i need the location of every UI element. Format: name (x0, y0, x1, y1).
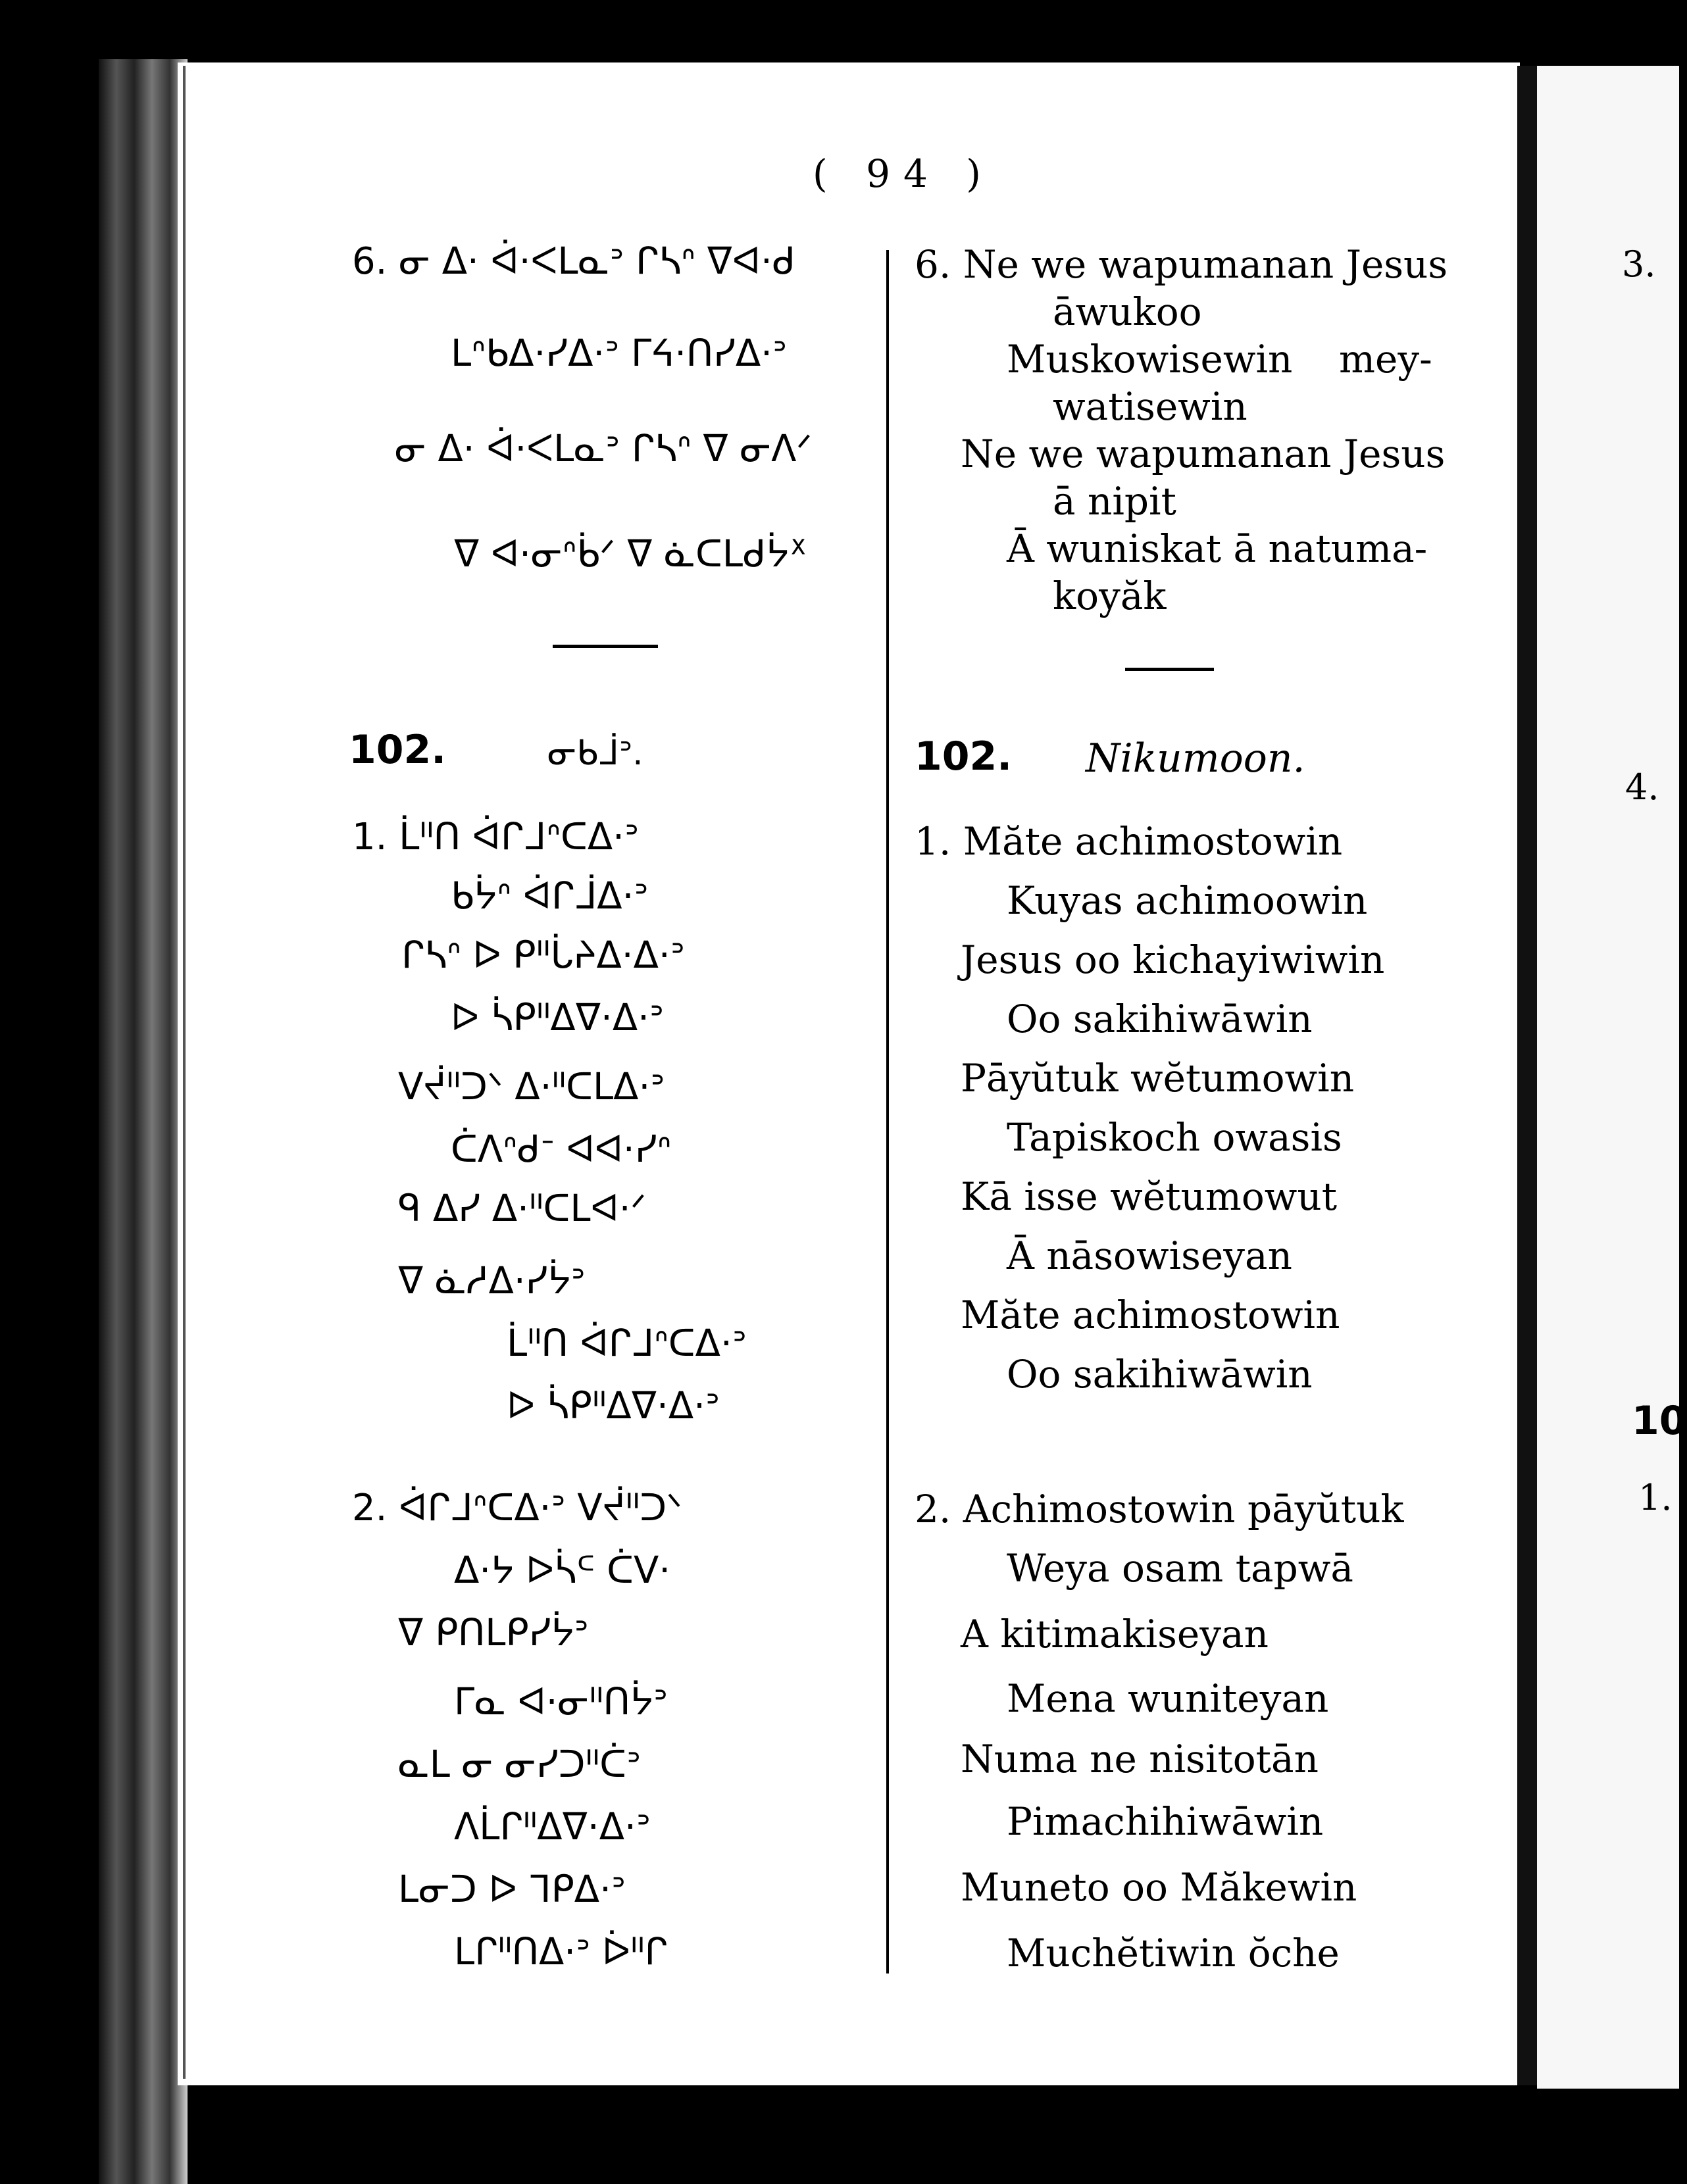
hymn-number: 102. (915, 733, 1013, 780)
roman-line: Măte achimostowin (961, 1293, 1340, 1337)
roman-line: mey- (1339, 337, 1432, 382)
next-page-fragment: 10 (1632, 1398, 1687, 1444)
roman-line: ā nipit (1053, 479, 1176, 524)
page-number: ( 94 ) (813, 151, 994, 196)
roman-line: Kā isse wĕtumowut (961, 1174, 1338, 1219)
roman-line: 6. Ne we wapumanan Jesus (915, 242, 1448, 287)
roman-line: Tapiskoch owasis (1007, 1115, 1342, 1160)
roman-line: Oo sakihiwāwin (1007, 997, 1313, 1041)
syllabic-line: 6. ᓂ ᐃ· ᐋ·ᐸᒪᓇᐣ ᒋᓴᐢ ᐁᐊ·ᑯ (352, 240, 795, 283)
roman-line: Muchĕtiwin ŏche (1007, 1931, 1340, 1975)
syllabic-line: ᓇᒪ ᓂ ᓂᓯᑐᐦᑖᐣ (398, 1743, 641, 1786)
section-rule (1125, 668, 1214, 671)
syllabic-line: ᐃ·ᔭ ᐅᓵᒼ ᑖᐯ· (454, 1549, 671, 1592)
gutter-line (183, 66, 186, 2079)
syllabic-line: ᐁ ᓈᓱᐃ·ᓯᔮᐣ (398, 1260, 586, 1303)
roman-line: Mena wuniteyan (1007, 1676, 1329, 1721)
roman-line: āwukoo (1053, 289, 1202, 334)
page-gutter (1517, 66, 1537, 2085)
hymn-title: Nikumoon. (1086, 735, 1305, 782)
roman-line: Weya osam tapwā (1007, 1546, 1353, 1591)
syllabic-line: ᓂ ᐃ· ᐋ·ᐸᒪᓇᐣ ᒋᓴᐢ ᐁ ᓂᐱᐟ (395, 428, 813, 470)
roman-line: A kitimakiseyan (961, 1612, 1269, 1656)
roman-line: Kuyas achimoowin (1007, 878, 1368, 923)
syllabic-line: ᒪᓂᑐ ᐅ ᒣᑭᐃ·ᐣ (398, 1868, 626, 1911)
hymn-number-syllabic: 102. (349, 727, 447, 773)
roman-line: Numa ne nisitotān (961, 1737, 1319, 1781)
roman-line: watisewin (1053, 384, 1247, 429)
hymn-title-syllabic: ᓂᑲᒨᐣ. (547, 733, 643, 773)
roman-line: Ā wuniskat ā natuma- (1007, 526, 1428, 571)
roman-line: Muneto oo Măkewin (961, 1865, 1357, 1910)
syllabic-line: ᑫ ᐃᓯ ᐃ·ᐦᑕᒪᐊ·ᐟ (398, 1187, 647, 1230)
book-page-edges (99, 59, 188, 2184)
next-page-fragment: 1. (1638, 1477, 1673, 1518)
roman-line: Ā nāsowiseyan (1007, 1233, 1292, 1278)
syllabic-line: ᐁ ᐊ·ᓂᐢᑳᐟ ᐁ ᓈᑕᒪᑯᔮᕽ (454, 533, 807, 576)
roman-line: Pimachihiwāwin (1007, 1799, 1324, 1844)
syllabic-line: ᒪᒋᐦᑎᐃ·ᐣ ᐆᐦᒋ (454, 1931, 668, 1973)
section-rule (553, 645, 658, 648)
roman-line: Jesus oo kichayiwiwin (961, 937, 1385, 982)
roman-line: Oo sakihiwāwin (1007, 1352, 1313, 1397)
syllabic-line: ᒋᓴᐢ ᐅ ᑭᐦᒑᔨᐃ·ᐃ·ᐣ (401, 934, 685, 977)
next-page-edge (1537, 66, 1679, 2089)
roman-line: 1. Măte achimostowin (915, 819, 1343, 864)
syllabic-line: 2. ᐋᒋᒧᐢᑕᐃ·ᐣ ᐯᔫᐦᑐᐠ (352, 1487, 682, 1529)
next-page-fragment: 4. (1625, 766, 1659, 808)
next-page-fragment: 3. (1622, 243, 1656, 285)
syllabic-line: ᒥᓇ ᐊ·ᓂᐦᑎᔮᐣ (454, 1681, 668, 1724)
roman-line: Pāyŭtuk wĕtumowin (961, 1056, 1355, 1101)
syllabic-line: ᑲᔮᐢ ᐋᒋᒨᐃ·ᐣ (451, 875, 649, 918)
syllabic-line: ᒪᐢᑲᐃ·ᓯᐃ·ᐣ ᒥᔦ·ᑎᓯᐃ·ᐣ (451, 332, 787, 375)
syllabic-line: ᐁ ᑭᑎᒪᑭᓯᔮᐣ (398, 1612, 589, 1654)
syllabic-line: 1. ᒫᐦᑎ ᐋᒋᒧᐢᑕᐃ·ᐣ (352, 816, 639, 858)
syllabic-line: ᑖᐱᐢᑯᐨ ᐊᐊ·ᓯᐢ (451, 1128, 672, 1171)
roman-line: Ne we wapumanan Jesus (961, 432, 1446, 476)
column-divider (886, 250, 889, 1973)
syllabic-line: ᐯᔫᐦᑐᐠ ᐃ·ᐦᑕᒪᐃ·ᐣ (398, 1066, 665, 1108)
roman-line: Muskowisewin (1007, 337, 1293, 382)
syllabic-line: ᐅ ᓵᑭᐦᐃᐁ·ᐃ·ᐣ (507, 1385, 720, 1427)
roman-line: koyăk (1053, 574, 1167, 618)
roman-line: 2. Achimostowin pāyŭtuk (915, 1487, 1404, 1531)
syllabic-line: ᐱᒫᒋᐦᐃᐁ·ᐃ·ᐣ (454, 1806, 651, 1849)
syllabic-line: ᐅ ᓵᑭᐦᐃᐁ·ᐃ·ᐣ (451, 997, 664, 1039)
syllabic-line: ᒫᐦᑎ ᐋᒋᒧᐢᑕᐃ·ᐣ (507, 1322, 747, 1365)
